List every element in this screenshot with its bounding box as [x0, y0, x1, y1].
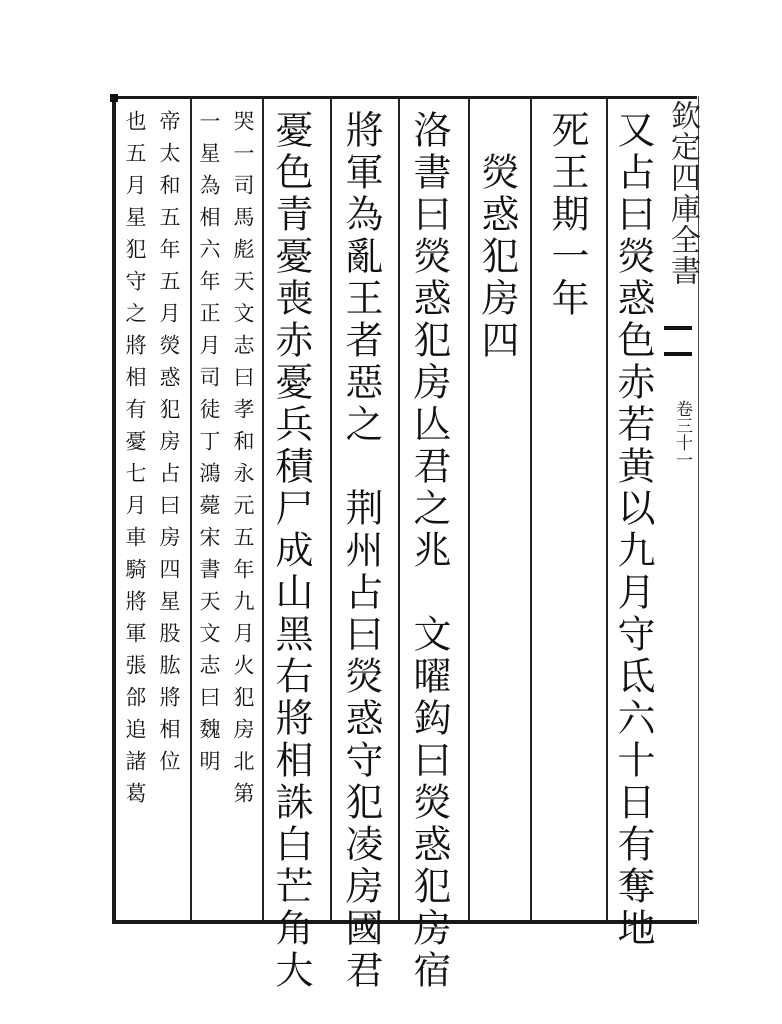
column-rule: [330, 99, 332, 921]
text-column-8: 一星為相六年正月司徒丁鴻薨宋書天文志曰魏明: [197, 110, 221, 782]
volume-number: 卷三十一: [672, 400, 692, 468]
frame-corner-mark: [110, 94, 118, 102]
column-rule: [606, 99, 608, 921]
column-rule: [190, 99, 192, 921]
column-rule: [398, 99, 400, 921]
text-column-10: 也五月星犯守之將相有憂七月車騎將軍張郃追諸葛: [123, 110, 147, 814]
column-rule: [262, 99, 264, 921]
column-rule: [530, 99, 532, 921]
fish-tail-mark: [664, 326, 692, 356]
book-title: 欽定四庫全書: [665, 100, 700, 286]
text-column-9: 帝太和五年五月熒惑犯房占曰房四星股肱將相位: [157, 110, 181, 782]
text-column-6: 憂色青憂喪赤憂兵積尸成山黑右將相誅白芒角大: [269, 110, 313, 992]
text-column-3: 熒惑犯房四: [475, 110, 519, 362]
text-column-4: 洛書曰熒惑犯房亾君之兆 文曜鈎曰熒惑犯房宿: [407, 110, 451, 992]
text-column-5: 將軍為亂王者惡之 荆州占曰熒惑守犯凌房國君: [339, 110, 383, 992]
text-column-7: 哭一司馬彪天文志曰孝和永元五年九月火犯房北第: [231, 110, 255, 814]
text-column-1: 又占曰熒惑色赤若黄以九月守氐六十日有奪地: [611, 110, 655, 950]
text-column-2: 死王期一年: [545, 110, 589, 320]
column-rule: [468, 99, 470, 921]
